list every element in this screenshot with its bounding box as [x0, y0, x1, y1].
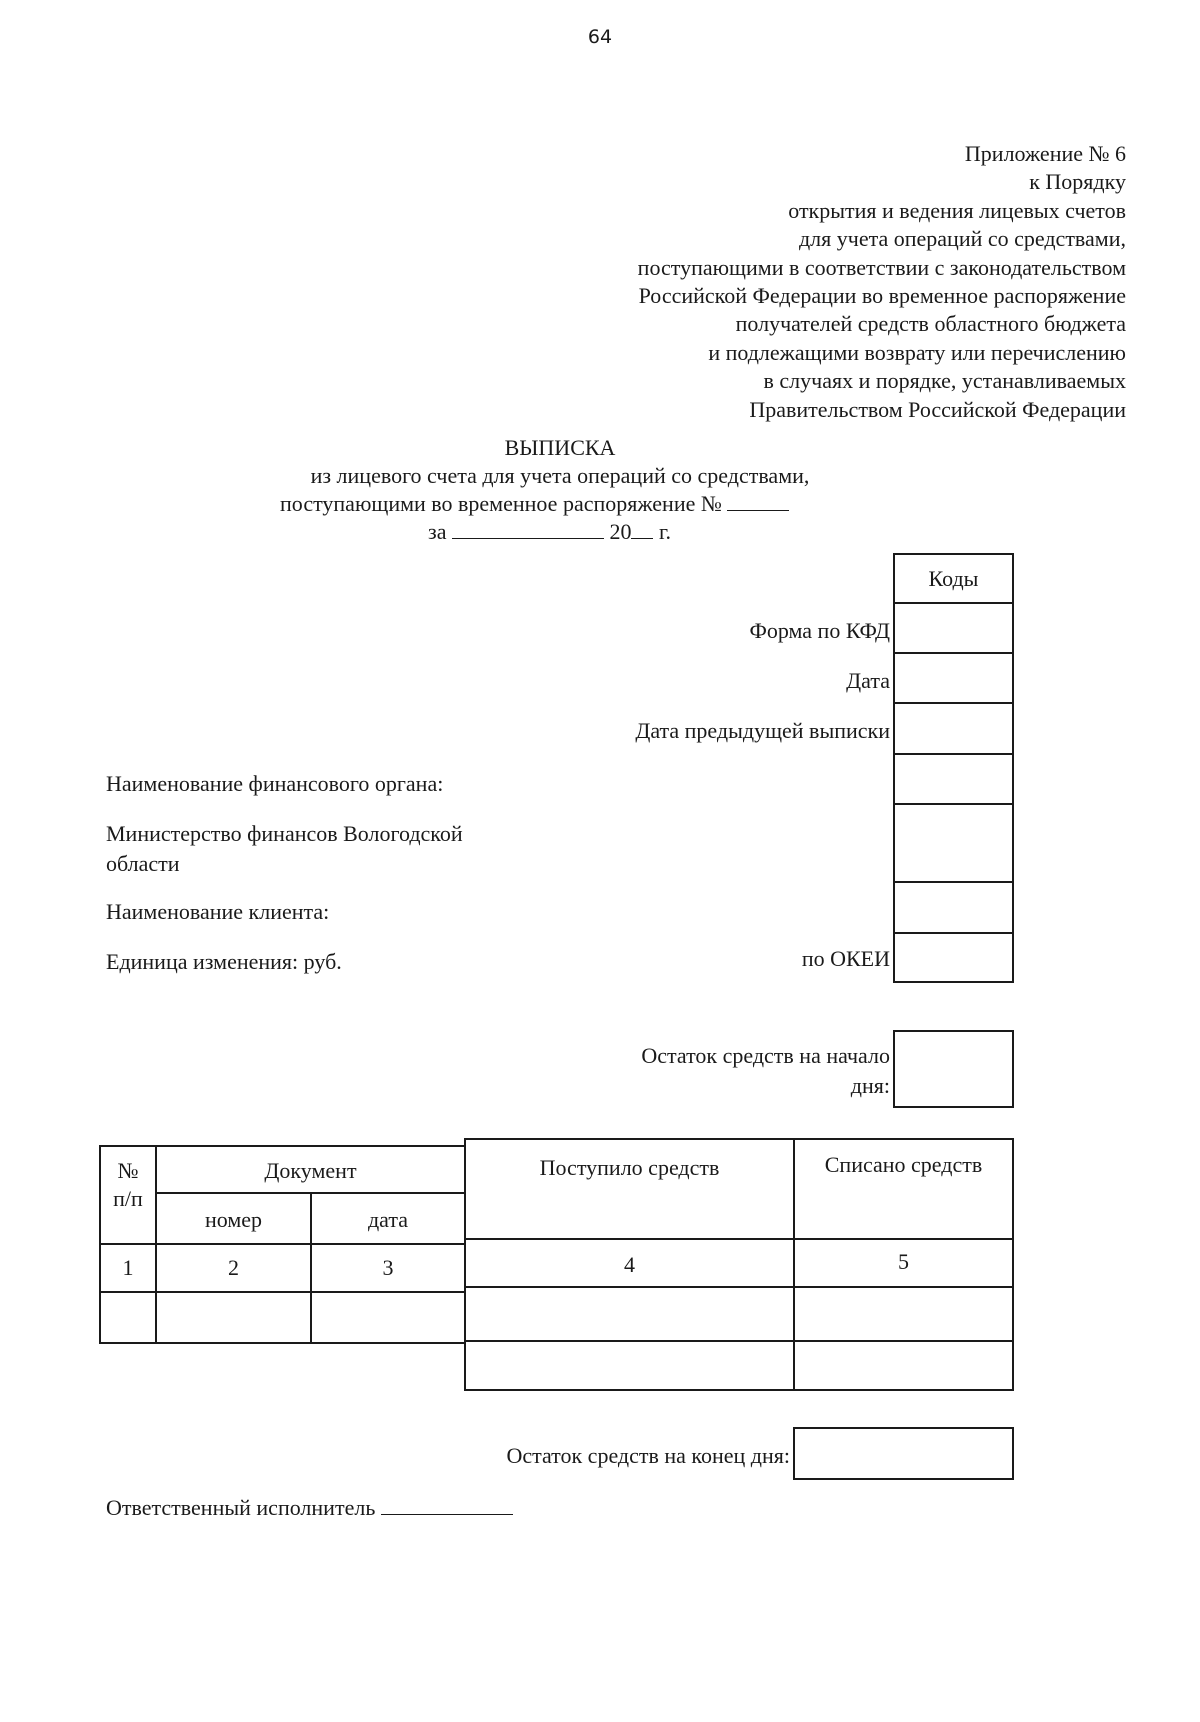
period-prefix: за: [428, 519, 447, 544]
appendix-line: Российской Федерации во временное распоряжение: [638, 283, 1126, 309]
unit-label: Единица изменения: руб.: [106, 949, 342, 974]
client-name-label: Наименование клиента:: [106, 899, 330, 924]
codes-divider: [893, 881, 1014, 883]
appendix-line: в случаях и порядке, устанавливаемых: [763, 368, 1126, 394]
appendix-line: для учета операций со средствами,: [798, 226, 1126, 252]
appendix-line: Приложение № 6: [964, 141, 1126, 166]
balance-start-line1: Остаток средств на начало: [641, 1043, 890, 1068]
page-number: 64: [587, 26, 613, 48]
appendix-line: к Порядку: [1029, 169, 1126, 195]
statement-heading: ВЫПИСКА: [504, 435, 616, 460]
statement-period-line: [428, 518, 671, 546]
table-hline: [99, 1291, 466, 1293]
year-blank[interactable]: [631, 518, 653, 539]
col-doc-date: дата: [367, 1207, 409, 1232]
appendix-line: поступающими в соответствии с законодательством: [637, 254, 1126, 280]
col-debited: Списано средств: [824, 1152, 983, 1177]
codes-divider: [893, 652, 1014, 654]
financial-body-value-line1: Министерство финансов Вологодской: [106, 821, 463, 846]
col-doc-number: номер: [204, 1207, 263, 1232]
appendix-line: и подлежащими возврату или перечислению: [708, 339, 1126, 365]
balance-end-label: Остаток средств на конец дня:: [506, 1443, 790, 1468]
table-hline: [464, 1238, 1014, 1240]
index-cell: 3: [382, 1255, 394, 1280]
index-cell: 2: [228, 1255, 239, 1280]
table-hline: [155, 1192, 466, 1194]
codes-divider: [893, 602, 1014, 604]
responsible-executor-line: [106, 1494, 513, 1522]
prev-statement-date-label: Дата предыдущей выписки: [635, 718, 890, 743]
period-year: 20: [609, 519, 632, 544]
account-number-blank[interactable]: [727, 490, 789, 511]
signature-blank[interactable]: [381, 1494, 513, 1515]
table-hline: [464, 1340, 1014, 1342]
index-cell: 5: [898, 1249, 909, 1274]
period-blank[interactable]: [452, 518, 604, 539]
period-suffix: г.: [658, 519, 672, 544]
col-num-line1: №: [117, 1158, 139, 1183]
codes-divider: [893, 932, 1014, 934]
appendix-block: [638, 140, 1126, 424]
financial-body-value-line2: области: [106, 851, 180, 876]
codes-divider: [893, 702, 1014, 704]
responsible-executor-label: Ответственный исполнитель: [106, 1495, 376, 1520]
codes-divider: [893, 753, 1014, 755]
date-label: Дата: [846, 668, 890, 693]
form-kfd-label: Форма по КФД: [749, 618, 890, 643]
balance-end-box[interactable]: [793, 1427, 1014, 1480]
col-received: Поступило средств: [539, 1155, 720, 1180]
codes-header: Коды: [928, 566, 979, 591]
balance-start-box[interactable]: [893, 1030, 1014, 1108]
statement-subtitle-line2: [280, 490, 789, 518]
index-cell: 1: [122, 1255, 134, 1280]
table-hline: [99, 1243, 466, 1245]
appendix-line: Правительством Российской Федерации: [749, 396, 1126, 422]
col-document: Документ: [264, 1158, 357, 1183]
statement-subtitle-line1: из лицевого счета для учета операций со средствами,: [310, 463, 810, 488]
financial-body-label: Наименование финансового органа:: [106, 771, 444, 796]
codes-column: [893, 553, 1014, 983]
appendix-line: открытия и ведения лицевых счетов: [788, 197, 1126, 223]
balance-start-line2: дня:: [850, 1073, 890, 1098]
index-cell: 4: [624, 1252, 635, 1277]
table-hline: [464, 1286, 1014, 1288]
col-num-line2: п/п: [113, 1186, 143, 1211]
subtitle-line2-text: поступающими во временное распоряжение №: [280, 491, 722, 516]
appendix-line: получателей средств областного бюджета: [735, 311, 1126, 337]
codes-divider: [893, 803, 1014, 805]
okei-label: по ОКЕИ: [801, 946, 890, 971]
